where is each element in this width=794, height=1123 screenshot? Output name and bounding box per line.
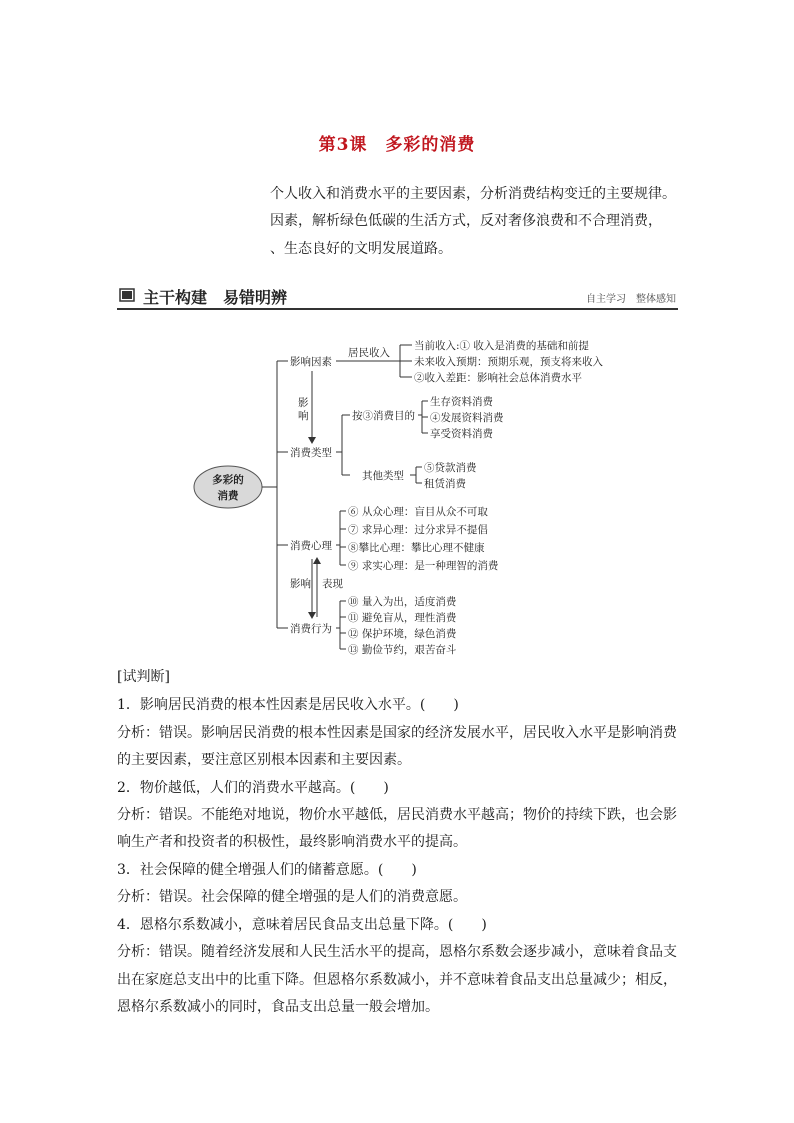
goal-line-3: 、生态良好的文明发展道路。 xyxy=(270,241,452,257)
question-1: 1．影响居民消费的根本性因素是居民收入水平。( ) xyxy=(117,697,459,713)
label-manifest: 表现 xyxy=(322,578,343,590)
node-income: 居民收入 xyxy=(348,347,390,359)
purpose-item-3: 享受资料消费 xyxy=(430,428,493,440)
psych-item-2: ⑦ 求异心理：过分求异不提倡 xyxy=(348,524,488,536)
section-banner xyxy=(117,284,678,310)
other-item-2: 租赁消费 xyxy=(424,478,466,490)
analysis-4-line-1: 分析：错误。随着经济发展和人民生活水平的提高，恩格尔系数会逐步减小，意味着食品支 xyxy=(117,944,677,960)
mind-map xyxy=(190,325,630,660)
question-2: 2．物价越低，人们的消费水平越高。( ) xyxy=(117,780,389,796)
node-influence: 影响因素 xyxy=(290,356,332,368)
node-psych: 消费心理 xyxy=(290,540,332,552)
analysis-1-line-2: 的主要因素，要注意区别根本因素和主要因素。 xyxy=(117,752,411,768)
banner-subtitle: 自主学习 整体感知 xyxy=(586,294,676,305)
analysis-4-line-3: 恩格尔系数减小的同时，食品支出总量一般会增加。 xyxy=(117,999,439,1015)
label-ying: 影 xyxy=(298,397,309,409)
root-label-1: 多彩的 xyxy=(212,474,244,486)
question-3: 3．社会保障的健全增强人们的储蓄意愿。( ) xyxy=(117,862,417,878)
income-item-2: 未来收入预期：预期乐观，预支将来收入 xyxy=(414,356,603,368)
root-label-2: 消费 xyxy=(217,490,239,502)
analysis-4-line-2: 出在家庭总支出中的比重下降。但恩格尔系数减小，并不意味着食品支出总量减少；相反， xyxy=(117,972,677,988)
analysis-1-line-1: 分析：错误。影响居民消费的根本性因素是国家的经济发展水平，居民收入水平是影响消费 xyxy=(117,725,677,741)
behavior-item-3: ⑫ 保护环境，绿色消费 xyxy=(348,628,457,640)
income-item-1: 当前收入:① 收入是消费的基础和前提 xyxy=(414,340,589,352)
psych-item-3: ⑧攀比心理：攀比心理不健康 xyxy=(348,542,485,554)
income-item-3: ②收入差距：影响社会总体消费水平 xyxy=(414,372,582,384)
label-xiang: 响 xyxy=(298,410,309,422)
psych-item-1: ⑥ 从众心理：盲目从众不可取 xyxy=(348,506,488,518)
behavior-item-4: ⑬ 勤俭节约，艰苦奋斗 xyxy=(348,644,457,656)
banner-title: 主干构建 易错明辨 xyxy=(143,288,288,307)
psych-item-4: ⑨ 求实心理：是一种理智的消费 xyxy=(348,560,499,572)
page-title: 第3课 多彩的消费 xyxy=(318,135,476,155)
purpose-item-1: 生存资料消费 xyxy=(430,396,493,408)
node-types: 消费类型 xyxy=(290,447,332,459)
node-by-purpose: 按③消费目的 xyxy=(352,410,415,422)
behavior-item-2: ⑪ 避免盲从，理性消费 xyxy=(348,612,457,624)
goal-line-1: 个人收入和消费水平的主要因素，分析消费结构变迁的主要规律。 xyxy=(270,186,676,202)
question-4: 4．恩格尔系数减小，意味着居民食品支出总量下降。( ) xyxy=(117,917,487,933)
section-label: [试判断] xyxy=(117,669,170,685)
analysis-2-line-1: 分析：错误。不能绝对地说，物价水平越低，居民消费水平越高；物价的持续下跌，也会影 xyxy=(117,807,677,823)
other-item-1: ⑤贷款消费 xyxy=(424,462,477,474)
label-effect: 影响 xyxy=(290,578,311,590)
purpose-item-2: ④发展资料消费 xyxy=(430,412,504,424)
book-icon xyxy=(119,287,135,303)
node-behavior: 消费行为 xyxy=(290,623,332,635)
analysis-2-line-2: 响生产者和投资者的积极性，最终影响消费水平的提高。 xyxy=(117,834,467,850)
goal-line-2: 因素，解析绿色低碳的生活方式，反对奢侈浪费和不合理消费， xyxy=(270,213,662,229)
node-other-types: 其他类型 xyxy=(362,470,404,482)
analysis-3: 分析：错误。社会保障的健全增强的是人们的消费意愿。 xyxy=(117,889,467,905)
behavior-item-1: ⑩ 量入为出，适度消费 xyxy=(348,596,457,608)
